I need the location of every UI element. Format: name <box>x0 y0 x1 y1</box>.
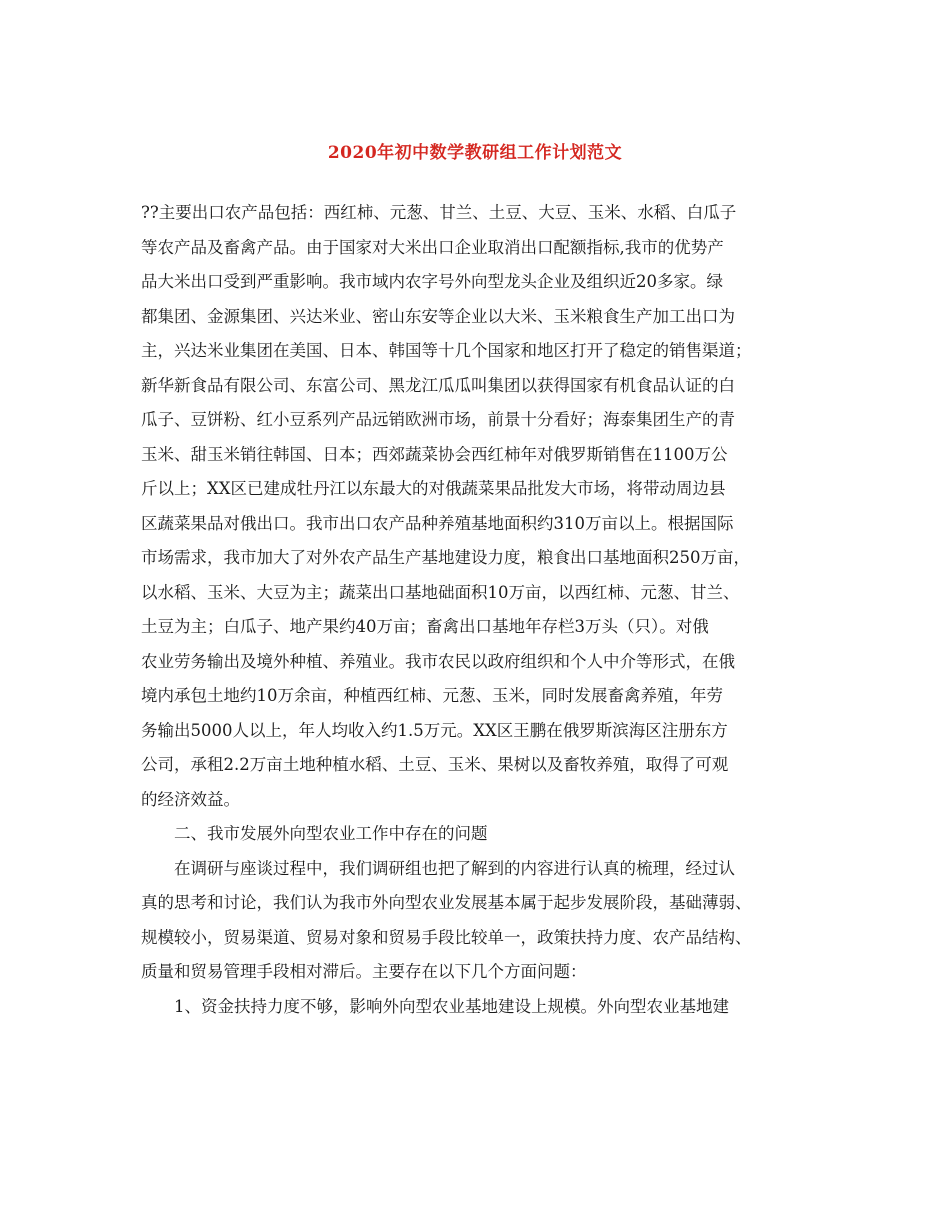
body-line: 玉米、甜玉米销往韩国、日本；西郊蔬菜协会西红柿年对俄罗斯销售在1100万公 <box>141 444 728 464</box>
body-line: 1、资金扶持力度不够，影响外向型农业基地建设上规模。外向型农业基地建 <box>174 996 729 1016</box>
body-line: 斤以上；XX区已建成牡丹江以东最大的对俄蔬菜果品批发大市场，将带动周边县 <box>141 479 726 498</box>
document-title: 2020年初中数学教研组工作计划范文 <box>327 143 623 163</box>
document-body <box>141 196 821 1024</box>
body-line: 瓜子、豆饼粉、红小豆系列产品远销欧洲市场，前景十分看好；海泰集团生产的青 <box>141 410 735 429</box>
body-line: 市场需求，我市加大了对外农产品生产基地建设力度，粮食出口基地面积250万亩， <box>141 548 750 567</box>
body-line: 以水稻、玉米、大豆为主；蔬菜出口基地础面积10万亩，以西红柿、元葱、甘兰、 <box>141 582 740 602</box>
body-line: 二、我市发展外向型农业工作中存在的问题 <box>174 824 488 843</box>
body-line: 品大米出口受到严重影响。我市域内农字号外向型龙头企业及组织近20多家。绿 <box>141 272 723 291</box>
body-line: 境内承包土地约10万余亩，种植西红柿、元葱、玉米，同时发展畜禽养殖，年劳 <box>141 686 723 705</box>
body-line: 质量和贸易管理手段相对滞后。主要存在以下几个方面问题： <box>141 962 587 981</box>
body-line: 区蔬菜果品对俄出口。我市出口农产品种养殖基地面积约310万亩以上。根据国际 <box>141 513 734 533</box>
body-line: 的经济效益。 <box>141 789 240 809</box>
body-line: 在调研与座谈过程中，我们调研组也把了解到的内容进行认真的梳理，经过认 <box>174 858 735 878</box>
body-line: 规模较小，贸易渠道、贸易对象和贸易手段比较单一，政策扶持力度、农产品结构、 <box>141 927 752 947</box>
body-line: 主，兴达米业集团在美国、日本、韩国等十几个国家和地区打开了稳定的销售渠道； <box>141 341 752 360</box>
body-line: 新华新食品有限公司、东富公司、黑龙江瓜瓜叫集团以获得国家有机食品认证的白 <box>141 375 735 395</box>
body-line: 等农产品及畜禽产品。由于国家对大米出口企业取消出口配额指标,我市的优势产 <box>141 237 724 257</box>
body-line: ??主要出口农产品包括：西红柿、元葱、甘兰、土豆、大豆、玉米、水稻、白瓜子 <box>141 203 737 222</box>
body-line: 真的思考和讨论，我们认为我市外向型农业发展基本属于起步发展阶段，基础薄弱、 <box>141 893 752 912</box>
body-line: 务输出5000人以上，年人均收入约1.5万元。XX区王鹏在俄罗斯滨海区注册东方 <box>141 720 728 740</box>
body-line: 农业劳务输出及境外种植、养殖业。我市农民以政府组织和个人中介等形式，在俄 <box>141 651 735 671</box>
body-line: 公司，承租2.2万亩土地种植水稻、土豆、玉米、果树以及畜牧养殖，取得了可观 <box>141 755 729 774</box>
body-line: 都集团、金源集团、兴达米业、密山东安等企业以大米、玉米粮食生产加工出口为 <box>141 306 735 326</box>
body-line: 土豆为主；白瓜子、地产果约40万亩；畜禽出口基地年存栏3万头（只）。对俄 <box>141 617 709 636</box>
